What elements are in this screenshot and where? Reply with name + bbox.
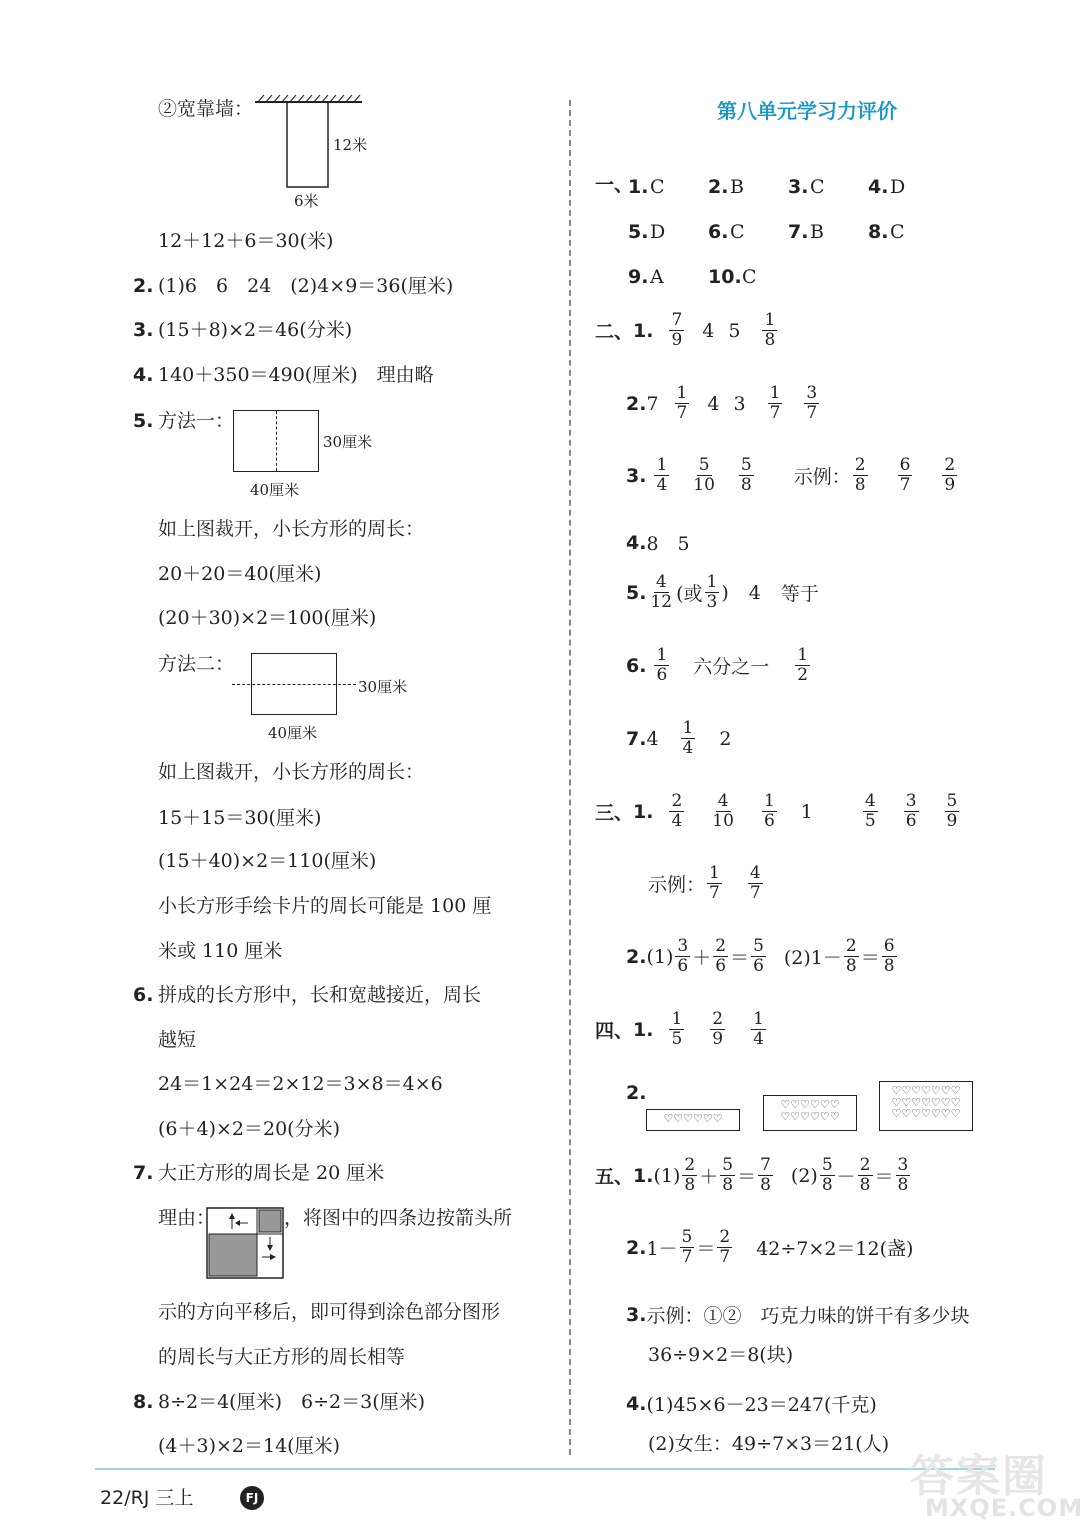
- operator: ＝: [696, 1238, 716, 1261]
- s1-q9-num: 9.: [628, 266, 649, 288]
- operator: －: [836, 1166, 856, 1189]
- s5-q3-calc: 36÷9×2＝8(块): [648, 1344, 794, 1366]
- s2-q1: [595, 312, 779, 350]
- answer: 4: [748, 581, 761, 604]
- hearts-row: ♡♡♡♡♡♡♡: [891, 1107, 961, 1121]
- s2-q7: [626, 720, 731, 758]
- badge-icon: FJ: [240, 1486, 264, 1510]
- s1-q4-num: 4.: [868, 176, 889, 198]
- answer: 六分之一: [693, 656, 770, 679]
- hearts-row: ♡♡♡♡♡♡: [780, 1098, 840, 1111]
- s5-q1-num: 1.: [633, 1164, 654, 1187]
- fraction: $\frac{1}{4}$: [656, 455, 668, 495]
- s1-q4-ans: D: [890, 176, 906, 198]
- fraction: $\frac{2}{8}$: [854, 455, 866, 495]
- method2-label: 方法二：: [158, 653, 235, 675]
- fraction: $\frac{1}{4}$: [753, 1009, 764, 1049]
- s5-q4-part2: (2)女生：49÷7×3＝21(人): [648, 1433, 890, 1455]
- page-footer: [100, 1489, 193, 1508]
- q7-line3: 示的方向平移后，即可得到涂色部分图形: [158, 1301, 501, 1323]
- s1-q2-num: 2.: [708, 176, 729, 198]
- s3-q1: [595, 793, 961, 831]
- q5-number: 5.: [133, 410, 154, 432]
- fraction: $\frac{4}{5}$: [864, 791, 876, 831]
- s2-q5: [626, 574, 819, 612]
- q6-line2: 越短: [158, 1029, 197, 1051]
- method1-cut-line: [276, 411, 277, 471]
- q8-number: 8.: [133, 1391, 154, 1413]
- fraction: $\frac{5}{8}$: [740, 455, 752, 495]
- s4-q2-num: 2.: [626, 1082, 647, 1104]
- fraction: $\frac{5}{8}$: [722, 1155, 734, 1195]
- method1-text: 如上图裁开，小长方形的周长：: [158, 518, 425, 540]
- s3-q1-example: [648, 865, 765, 903]
- s4-q1: [595, 1011, 768, 1049]
- s5-q4: [626, 1390, 877, 1417]
- fraction: $\frac{3}{7}$: [806, 383, 818, 423]
- part-label: (1): [653, 1164, 681, 1187]
- s1-q3-ans: C: [810, 176, 825, 198]
- q7-square-diagram: [206, 1207, 284, 1279]
- fraction: $\frac{4}{12}$: [650, 572, 673, 612]
- fraction: $\frac{2}{9}$: [712, 1009, 724, 1049]
- operator: ＋: [692, 947, 712, 970]
- part-label: (1): [646, 945, 674, 968]
- answer: 4: [646, 727, 659, 750]
- watermark-url: MXQE.COM: [925, 1494, 1084, 1522]
- part-label: (2): [790, 1164, 818, 1187]
- s1-q6-ans: C: [730, 221, 745, 243]
- fraction: $\frac{3}{8}$: [897, 1155, 909, 1195]
- s3-q2: [626, 938, 899, 976]
- method1-height-label: 30厘米: [323, 433, 373, 451]
- fraction: $\frac{1}{5}$: [671, 1009, 683, 1049]
- s1-q5-num: 5.: [628, 221, 649, 243]
- s5-q1: [595, 1157, 912, 1195]
- hearts-row: ♡♡♡♡♡♡♡: [891, 1095, 961, 1109]
- s1-row3: [628, 266, 757, 288]
- s2-q6-num: 6.: [626, 654, 647, 677]
- s1-head: 一、: [595, 174, 634, 196]
- s2-q3: [626, 457, 959, 495]
- s1-q9-ans: A: [650, 266, 664, 288]
- s1-q10-num: 10.: [708, 266, 742, 288]
- hearts-row: ♡♡♡♡♡♡: [780, 1109, 840, 1123]
- section-title: 第八单元学习力评价: [717, 99, 897, 123]
- series-label: /RJ 三上: [124, 1487, 194, 1509]
- operator: ＝: [874, 1166, 894, 1189]
- s2-q1-num: 1.: [633, 319, 654, 342]
- fraction: $\frac{5}{9}$: [946, 791, 958, 831]
- q6-line1: 拼成的长方形中，长和宽越接近，周长: [158, 984, 482, 1006]
- watermark-logo: 答案圈: [910, 1451, 1048, 1502]
- fraction: $\frac{2}{4}$: [671, 791, 683, 831]
- answer: 1: [800, 800, 813, 823]
- fraction: $\frac{1}{7}$: [709, 863, 720, 903]
- answer: 4: [702, 319, 715, 342]
- q3-number: 3.: [133, 319, 154, 341]
- hearts-row: ♡♡♡♡♡♡: [663, 1112, 723, 1125]
- method2-calc2: (15＋40)×2＝110(厘米): [158, 850, 377, 872]
- s1-q2-ans: B: [730, 176, 744, 198]
- page-number: 22: [100, 1487, 125, 1509]
- q6-number: 6.: [133, 984, 154, 1006]
- q7-number: 7.: [133, 1162, 154, 1184]
- hearts-row: ♡♡♡♡♡♡♡: [891, 1084, 961, 1097]
- answer: (1)45×6－23＝247(千克): [646, 1394, 877, 1416]
- q7-line4: 的周长与大正方形的周长相等: [158, 1346, 406, 1368]
- s1-q7-ans: B: [810, 221, 824, 243]
- fraction: $\frac{3}{6}$: [677, 936, 689, 976]
- fraction: $\frac{1}{3}$: [706, 572, 718, 612]
- method1-calc2: (20＋30)×2＝100(厘米): [158, 607, 377, 629]
- s5-q2-num: 2.: [626, 1236, 647, 1259]
- q5-conclusion-1: 小长方形手绘卡片的周长可能是 100 厘: [158, 895, 492, 917]
- method1-label: 方法一：: [158, 410, 235, 432]
- fraction: $\frac{1}{7}$: [769, 383, 781, 423]
- s1-q7-num: 7.: [788, 221, 809, 243]
- example-label: 示例：: [793, 466, 851, 489]
- part-label: (2)1－: [783, 947, 842, 970]
- q7-reason-label: 理由：: [158, 1207, 216, 1229]
- method1-calc1: 20＋20＝40(厘米): [158, 563, 322, 585]
- s2-q4: [626, 529, 690, 556]
- s5-q3: [626, 1301, 969, 1328]
- s1-q1-ans: C: [650, 176, 665, 198]
- operator: ＝: [860, 947, 880, 970]
- s5-q4-num: 4.: [626, 1392, 647, 1415]
- fraction: $\frac{2}{8}$: [859, 1155, 871, 1195]
- method2-cut-line: [232, 684, 356, 685]
- wall-label: ②宽靠墙：: [158, 98, 254, 120]
- s1-q3-num: 3.: [788, 176, 809, 198]
- paren: ): [721, 581, 729, 604]
- hearts-box-2: [763, 1095, 857, 1131]
- operator: ＋: [699, 1166, 719, 1189]
- q6-line3: 24＝1×24＝2×12＝3×8＝4×6: [158, 1073, 443, 1095]
- s2-q6: [626, 647, 812, 685]
- s4-q1-num: 1.: [633, 1018, 654, 1041]
- s1-q6-num: 6.: [708, 221, 729, 243]
- s3-q2-num: 2.: [626, 945, 647, 968]
- wall-width-label: 6米: [294, 192, 319, 210]
- s2-q2-num: 2.: [626, 392, 647, 415]
- method1-width-label: 40厘米: [250, 481, 300, 499]
- fraction: $\frac{5}{7}$: [681, 1227, 693, 1267]
- s1-q8-ans: C: [890, 221, 905, 243]
- method2-calc1: 15＋15＝30(厘米): [158, 807, 322, 829]
- fraction: $\frac{6}{8}$: [883, 936, 895, 976]
- s2-q3-num: 3.: [626, 464, 647, 487]
- q8-line2: (4＋3)×2＝14(厘米): [158, 1435, 341, 1457]
- hearts-box-1: [646, 1109, 740, 1131]
- fraction: $\frac{7}{8}$: [760, 1155, 771, 1195]
- footer-rule: [95, 1468, 995, 1470]
- q7-line1: 大正方形的周长是 20 厘米: [158, 1162, 385, 1184]
- s1-row2: [628, 221, 905, 243]
- fraction: $\frac{1}{4}$: [682, 718, 694, 758]
- answer: 示例：①② 巧克力味的饼干有多少块: [646, 1305, 970, 1327]
- answer: 等于: [780, 583, 819, 606]
- s1-q5-ans: D: [650, 221, 666, 243]
- fraction: $\frac{3}{6}$: [905, 791, 917, 831]
- example-label: 示例：: [648, 874, 706, 897]
- fraction: $\frac{5}{8}$: [821, 1155, 833, 1195]
- or-label: (或: [676, 583, 703, 606]
- q4-answer: 140＋350＝490(厘米) 理由略: [158, 364, 434, 386]
- fraction: $\frac{7}{9}$: [671, 310, 683, 350]
- hearts-box-3: [879, 1081, 973, 1131]
- method2-text: 如上图裁开，小长方形的周长：: [158, 761, 425, 783]
- s3-head: 三、: [595, 802, 634, 825]
- s2-head: 二、: [595, 321, 634, 344]
- s1-row1: [628, 176, 905, 198]
- s2-q5-num: 5.: [626, 581, 647, 604]
- q6-line4: (6＋4)×2＝20(分米): [158, 1118, 341, 1140]
- answer: 8 5: [646, 533, 690, 555]
- method2-width-label: 40厘米: [268, 724, 318, 742]
- q3-answer: (15＋8)×2＝46(分米): [158, 319, 353, 341]
- q7-line2: ，将图中的四条边按箭头所: [284, 1207, 513, 1229]
- column-divider: [569, 100, 571, 1455]
- s5-q3-num: 3.: [626, 1303, 647, 1326]
- operator: ＝: [730, 947, 750, 970]
- fraction: $\frac{5}{10}$: [693, 455, 715, 495]
- answer: 4: [707, 392, 720, 415]
- s1-q1-num: 1.: [628, 176, 649, 198]
- method2-height-label: 30厘米: [358, 678, 408, 696]
- q2-number: 2.: [133, 275, 154, 297]
- fraction: $\frac{2}{7}$: [719, 1227, 731, 1267]
- fraction: $\frac{1}{2}$: [797, 645, 809, 685]
- fraction: $\frac{4}{7}$: [749, 863, 761, 903]
- s1-q10-ans: C: [742, 266, 757, 288]
- q4-number: 4.: [133, 364, 154, 386]
- wall-length-label: 12米: [333, 136, 368, 154]
- q2-answer: (1)6 6 24 (2)4×9＝36(厘米): [158, 275, 454, 297]
- fraction: $\frac{1}{6}$: [763, 791, 775, 831]
- fraction: $\frac{1}{6}$: [656, 645, 668, 685]
- s2-q7-num: 7.: [626, 727, 647, 750]
- fraction: $\frac{1}{8}$: [764, 310, 776, 350]
- answer: 2: [719, 727, 732, 750]
- s1-q8-num: 8.: [868, 221, 889, 243]
- s5-q2: [626, 1229, 913, 1267]
- answer: 7: [646, 392, 659, 415]
- s3-q1-num: 1.: [633, 800, 654, 823]
- q8-line1: 8÷2＝4(厘米) 6÷2＝3(厘米): [158, 1391, 426, 1413]
- fraction: $\frac{6}{7}$: [899, 455, 911, 495]
- s2-q2: [626, 385, 821, 423]
- fraction: $\frac{2}{8}$: [684, 1155, 696, 1195]
- answer: 42÷7×2＝12(盏): [756, 1238, 914, 1261]
- s5-head: 五、: [595, 1166, 634, 1189]
- fraction: $\frac{5}{6}$: [753, 936, 764, 976]
- answer: 5: [728, 319, 741, 342]
- s4-head: 四、: [595, 1020, 634, 1043]
- fraction: $\frac{2}{6}$: [715, 936, 727, 976]
- calc-line: 12＋12＋6＝30(米): [158, 230, 334, 252]
- s2-q4-num: 4.: [626, 531, 647, 554]
- fraction: $\frac{1}{7}$: [676, 383, 688, 423]
- answer: 1－: [646, 1238, 678, 1261]
- fraction: $\frac{4}{10}$: [712, 791, 734, 831]
- q5-conclusion-2: 米或 110 厘米: [158, 940, 283, 962]
- fraction: $\frac{2}{9}$: [944, 455, 956, 495]
- operator: ＝: [737, 1166, 757, 1189]
- answer: 3: [733, 392, 746, 415]
- fraction: $\frac{2}{8}$: [845, 936, 857, 976]
